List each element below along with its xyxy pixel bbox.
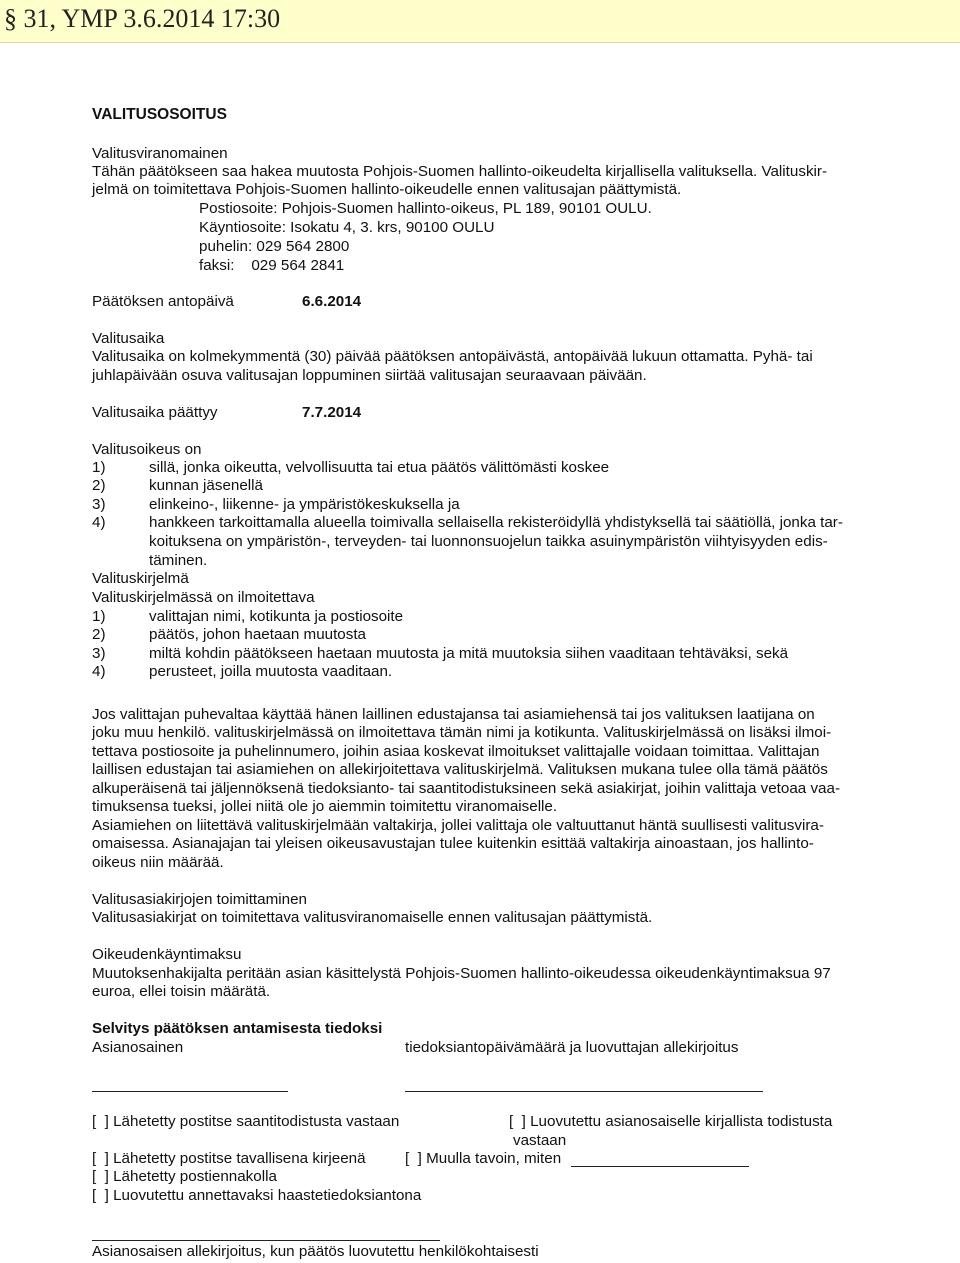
appeal-deadline-label: Valitusaika päättyy [92,404,218,421]
option-handed-checkbox[interactable]: [ ] Luovutettu asianosaiselle kirjallista todistusta [509,1113,833,1130]
authority-heading: Valitusviranomainen [92,145,228,162]
court-fee-heading: Oikeudenkäyntimaksu [92,946,242,963]
list-item: valittajan nimi, kotikunta ja postiosoite [149,608,404,625]
paragraph-line: Jos valittajan puhevaltaa käyttää hänen laillinen edustajansa tai asiamiehensä tai jos valituksen laatijana on [92,706,815,723]
appeal-document-heading: Valituskirjelmä [92,570,189,587]
visiting-address: Käyntiosoite: Isokatu 4, 3. krs, 90100 OULU [199,219,495,236]
postal-address: Postiosoite: Pohjois-Suomen hallinto-oikeus, PL 189, 90101 OULU. [199,200,652,217]
date-signature-line[interactable] [405,1091,763,1092]
paragraph-line: alkuperäisenä tai jäljennöksenä tiedoksianto- tai saantitodistuksineen sekä asiakirjat, joihin valittaja vetoaa vaa- [92,780,841,797]
notification-heading: Selvitys päätöksen antamisesta tiedoksi [92,1020,383,1037]
list-number: 2) [92,626,106,643]
section-header [0,0,960,43]
paragraph-line: oikeus niin määrää. [92,854,224,871]
paragraph-line: joku muu henkilö. valituskirjelmässä on ilmoitettava tämän nimi ja kotikunta. Valituskirjelmässä on lisäksi ilmoi- [92,724,832,741]
appeal-deadline-value: 7.7.2014 [302,404,362,421]
option-post-checkbox[interactable]: [ ] Lähetetty postiennakolla [92,1168,277,1185]
paragraph-line: laillisen edustajan tai asiamiehen on allekirjoitettava valituskirjelmä. Valituksen mukana tulee olla tämä päätös [92,761,828,778]
appeal-period-line-1: Valitusaika on kolmekymmentä (30) päivää päätöksen antopäivästä, antopäivää lukuun ottamatta. Pyhä- tai [92,348,813,365]
decision-date-label: Päätöksen antopäivä [92,293,234,310]
party-signature-line[interactable] [92,1091,288,1092]
option-handed-continuation: vastaan [513,1132,567,1149]
appeal-right-heading: Valitusoikeus on [92,441,202,458]
list-item: sillä, jonka oikeutta, velvollisuutta tai etua päätös välittömästi koskee [149,459,610,476]
phone-number: puhelin: 029 564 2800 [199,238,350,255]
paragraph-line: omaisessa. Asianajajan tai yleisen oikeusavustajan tulee kuitenkin esittää valtakirja ainoastaan, jos hallinto- [92,835,814,852]
party-personal-signature-line[interactable] [92,1240,440,1241]
list-number: 4) [92,663,106,680]
list-number: 2) [92,477,106,494]
list-number: 3) [92,496,106,513]
paragraph-line: timuksensa tueksi, jollei niitä ole jo aiemmin toimitettu viranomaiselle. [92,798,558,815]
list-number: 4) [92,514,106,531]
list-number: 1) [92,608,106,625]
document-title: VALITUSOSOITUS [92,106,227,123]
list-item: perusteet, joilla muutosta vaaditaan. [149,663,393,680]
option-receipt-checkbox[interactable]: [ ] Lähetetty postitse saantitodistusta vastaan [92,1113,400,1130]
delivery-text: Valitusasiakirjat on toimitettava valitusviranomaiselle ennen valitusajan päättymistä. [92,909,653,926]
other-method-line[interactable] [571,1166,749,1167]
list-item-continuation: täminen. [149,552,208,569]
authority-line-2: jelmä on toimitettava Pohjois-Suomen hallinto-oikeudelle ennen valitusajan päättymistä. [92,181,682,198]
list-item-continuation: koituksena on ympäristön-, terveyden- tai luonnonsuojelun taikka asuinympäristön viihtyisyyden edis- [149,533,828,550]
list-number: 1) [92,459,106,476]
delivery-heading: Valitusasiakirjojen toimittaminen [92,891,307,908]
court-fee-line-1: Muutoksenhakijalta peritään asian käsittelystä Pohjois-Suomen hallinto-oikeudessa oikeudenkäyntimaksua 97 [92,965,831,982]
list-item: kunnan jäsenellä [149,477,263,494]
signature-label: tiedoksiantopäivämäärä ja luovuttajan allekirjoitus [405,1039,739,1056]
paragraph-line: tettava postiosoite ja puhelinnumero, joihin asiaa koskevat ilmoitukset valittajalle voidaan toimittaa. Valittajan [92,743,820,760]
fax-number: faksi: 029 564 2841 [199,257,345,274]
authority-line-1: Tähän päätökseen saa hakea muutosta Pohjois-Suomen hallinto-oikeudelta kirjallisella valituksella. Valituskir- [92,163,828,180]
option-service-checkbox[interactable]: [ ] Luovutettu annettavaksi haastetiedoksiantona [92,1187,422,1204]
option-letter-checkbox[interactable]: [ ] Lähetetty postitse tavallisena kirjeenä [92,1150,366,1167]
section-line: § 31, YMP 3.6.2014 17:30 [4,4,281,33]
appeal-period-line-2: juhlapäivään osuva valitusajan loppuminen siirtää valitusajan seuraavaan päivään. [92,367,647,384]
party-signature-caption: Asianosaisen allekirjoitus, kun päätös luovutettu henkilökohtaisesti [92,1243,539,1260]
option-other-checkbox[interactable]: [ ] Muulla tavoin, miten [405,1150,562,1167]
party-label: Asianosainen [92,1039,184,1056]
appeal-period-heading: Valitusaika [92,330,165,347]
list-number: 3) [92,645,106,662]
list-item: päätös, johon haetaan muutosta [149,626,367,643]
court-fee-line-2: euroa, ellei toisin määrätä. [92,983,271,1000]
list-item: miltä kohdin päätökseen haetaan muutosta ja mitä muutoksia siihen vaaditaan tehtäväksi, sekä [149,645,789,662]
list-item: elinkeino-, liikenne- ja ympäristökeskuksella ja [149,496,460,513]
appeal-document-subheading: Valituskirjelmässä on ilmoitettava [92,589,315,606]
decision-date-value: 6.6.2014 [302,293,362,310]
paragraph-line: Asiamiehen on liitettävä valituskirjelmään valtakirja, jollei valittaja ole valtuuttanut häntä suullisesti valitusvira- [92,817,824,834]
list-item: hankkeen tarkoittamalla alueella toimivalla sellaisella rekisteröidyllä yhdistyksellä tai säätiöllä, jonka tar- [149,514,843,531]
